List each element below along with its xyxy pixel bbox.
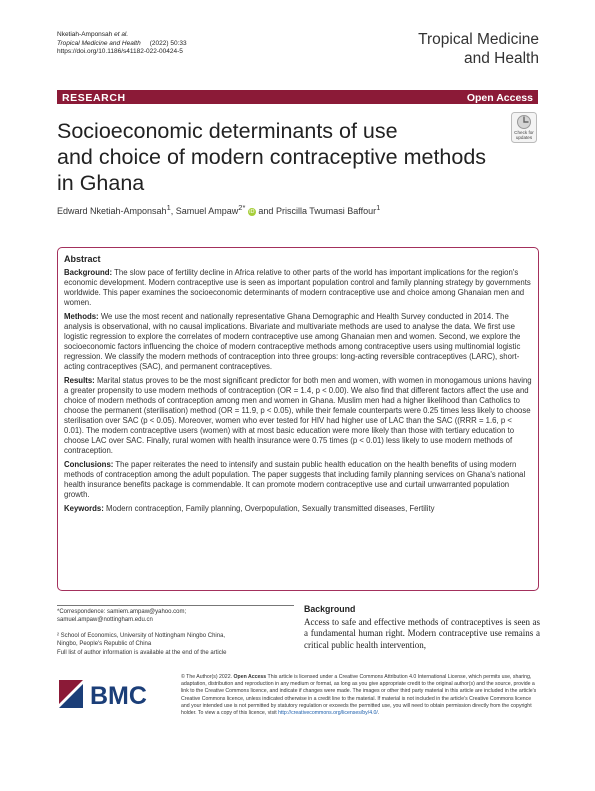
abstract-results xyxy=(64,376,532,455)
background-text: Access to safe and effective methods of contraceptives is seen as a fundamental human right. Modern contraceptive use remains a critical public health intervention, xyxy=(304,617,540,650)
journal-name-line1: Tropical Medicine xyxy=(418,31,539,48)
license-text xyxy=(181,674,538,717)
header-year-vol: (2022) 50:33 xyxy=(149,39,187,47)
header-journal: Tropical Medicine and Health xyxy=(57,39,141,47)
abstract-background-label: Background: xyxy=(64,268,113,277)
article-title xyxy=(57,118,527,196)
author-and: and xyxy=(258,206,274,216)
abstract-keywords-text: Modern contraception, Family planning, Overpopulation, Sexually transmitted diseases, Fertility xyxy=(106,504,435,514)
author-1[interactable]: Edward Nketiah-Amponsah xyxy=(57,206,167,216)
abstract-conclusions xyxy=(64,460,532,500)
bmc-logo-icon xyxy=(57,674,177,714)
license-open-access: Open Access xyxy=(233,674,267,680)
check-for-updates-line2: updates xyxy=(515,135,533,140)
title-line2: and choice of modern contraceptive methods xyxy=(57,145,487,169)
abstract-conclusions-text: The paper reiterates the need to intensify and sustain public health education on the health benefits of using modern methods of contraception among the adult population. The paper suggests that including family planning services on Ghana's national health insurance benefits package is commendable. It can promote modern contraceptive use and curtail unwarranted population growth. xyxy=(64,460,526,499)
header-et-al: et al. xyxy=(114,31,129,38)
title-line3: in Ghana xyxy=(57,171,145,195)
author-list: Edward Nketiah-Amponsah$^1$, Samuel Ampaw$^{2*}$ iD and Priscilla Twumasi Baffour$^1$ xyxy=(57,203,381,216)
open-access-label: Open Access xyxy=(466,91,533,104)
correspondence-line1[interactable]: *Correspondence: samiem.ampaw@yahoo.com; xyxy=(57,609,187,615)
bmc-wordmark: BMC xyxy=(90,682,147,710)
journal-name xyxy=(418,30,539,68)
check-for-updates-line1: Check for xyxy=(514,130,534,135)
journal-name-line2: and Health xyxy=(464,50,539,67)
abstract-keywords-label: Keywords: xyxy=(64,504,104,514)
article-type-label: RESEARCH xyxy=(62,91,126,104)
license-end: . xyxy=(377,710,380,717)
abstract-background xyxy=(64,268,532,308)
license-link[interactable]: http://creativecommons.org/licenses/by/4.0/ xyxy=(278,710,378,717)
abstract-heading: Abstract xyxy=(64,254,101,264)
correspondence-line2[interactable]: samuel.ampaw@nottingham.edu.cn xyxy=(57,617,153,624)
correspondence-note xyxy=(57,608,294,625)
background-heading: Background xyxy=(304,604,356,614)
abstract-box xyxy=(57,247,539,591)
abstract-methods-label: Methods: xyxy=(64,312,99,322)
header-doi[interactable]: https://doi.org/10.1186/s41182-022-00424-5 xyxy=(57,48,183,56)
article-type-bar xyxy=(57,90,538,104)
bmc-logo[interactable] xyxy=(57,674,177,714)
title-line1: Socioeconomic determinants of use xyxy=(57,119,398,143)
footnote-divider xyxy=(57,605,294,606)
abstract-conclusions-label: Conclusions: xyxy=(64,460,114,470)
abstract-keywords xyxy=(64,504,532,514)
full-author-info-note: Full list of author information is available at the end of the article xyxy=(57,650,227,656)
abstract-methods xyxy=(64,312,532,371)
author-3[interactable]: Priscilla Twumasi Baffour xyxy=(275,206,377,216)
header-authors: Nketiah-Amponsah xyxy=(57,31,113,38)
abstract-results-text: Marital status proves to be the most significant predictor for both men and women, with women in monogamous unions having a greater propensity to use modern methods of contraception (OR = 1.4, p < 0.00). We also find that different factors affect the use and choice of modern methods of contraception among men and women in Ghana. Muslim men had a higher likelihood than Catholics to choose the permanent (sterilisation) method (OR = 11.9, p < 0.05), while their female counterparts were 0.25 times less likely to choose sterilisation over SAC (p < 0.05). Moreover, women who ever tested for HIV had higher use of LAC than the SAC ((RRR = 1.6, p < 0.01). The modern contraceptive users (women) with at most basic education were more likely than those with tertiary education to choose LAC over SAC. Finally, rural women with health insurance were 0.75 times (p < 0.01) less likely to use modern methods of contraception. xyxy=(64,376,532,455)
abstract-background-text: The slow pace of fertility decline in Africa relative to other parts of the world has important implications for the region's economic development. Modern contraceptive use is seen as important population control and family planning strategy by governments worldwide. This paper examines the socioeconomic determinants of modern contraceptive use and choice among Ghanaian men and women. xyxy=(64,268,531,307)
affiliation-note: ² School of Economics, University of Nottingham Ningbo China, Ningbo, People's Republic of China xyxy=(57,633,226,648)
author-1-affil: 1 xyxy=(166,203,171,212)
author-2[interactable]: Samuel Ampaw xyxy=(175,206,239,216)
abstract-results-label: Results: xyxy=(64,376,95,386)
license-body: This article is licensed under a Creative Commons Attribution 4.0 International License, which permits use, sharing, adaptation, distribution and reproduction in any medium or format, as long as you give appropriate credit to the original author(s) and the source, provide a link to the Creative Commons licence, and indicate if changes were made. The images or other third party material in this article are included in the article's Creative Commons licence, unless indicated otherwise in a credit line to the material. If material is not included in the article's Creative Commons licence and your intended use is not permitted by statutory regulation or exceeds the permitted use, you will need to obtain permission directly from the copyright holder. To view a copy of this licence, visit xyxy=(181,674,537,717)
license-prefix: © The Author(s) 2022. xyxy=(181,674,233,680)
author-3-affil: 1 xyxy=(376,203,381,212)
running-header xyxy=(57,31,187,57)
abstract-methods-text: We use the most recent and nationally representative Ghana Demographic and Health Survey conducted in 2014. The analysis is observational, with no causal implications. Bivariate and multivariate methods are used to analyse the data. We first use logistic regression to explore the correlates of modern contraceptive use among Ghanaian men and women. Second, we explore the socioeconomic factors influencing the choice of modern contraceptive methods among contraceptive users using multinomial logistic regression. We classify the modern methods of contraception into three groups: long-acting reversible contraceptives (LARC), short-acting contraceptives (SAC), and permanent contraceptives. xyxy=(64,312,521,371)
orcid-icon[interactable]: iD xyxy=(249,208,255,215)
author-2-affil: 2* xyxy=(238,203,246,212)
